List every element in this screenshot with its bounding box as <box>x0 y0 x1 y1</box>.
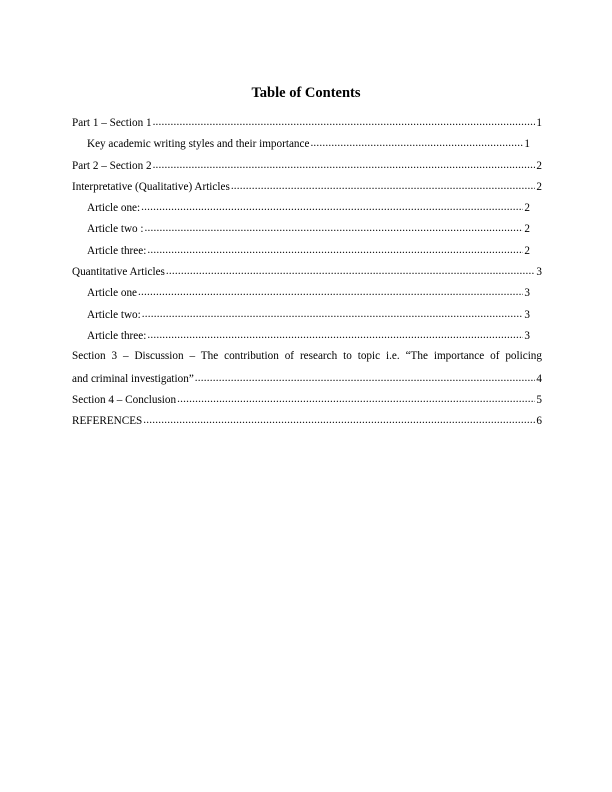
toc-entry-page: 6 <box>536 415 542 428</box>
dot-leader <box>141 197 523 211</box>
toc-entry-page: 2 <box>524 202 530 215</box>
toc-entry-part2-section2[interactable] <box>72 155 542 176</box>
dot-leader <box>153 155 536 169</box>
toc-entry-page: 1 <box>536 117 542 129</box>
toc-entry-label: REFERENCES <box>72 415 143 428</box>
toc-entry-label: Key academic writing styles and their importance <box>87 138 310 151</box>
toc-entry-page: 1 <box>524 138 530 151</box>
dot-leader <box>142 304 524 318</box>
dot-leader <box>195 368 536 382</box>
table-of-contents <box>72 112 542 431</box>
toc-entry-label: Section 4 – Conclusion <box>72 393 177 406</box>
toc-entry-label: Article one: <box>87 202 141 215</box>
toc-entry-quant-article-three[interactable] <box>72 325 542 346</box>
toc-entry-label: Part 2 – Section 2 <box>72 159 152 172</box>
dot-leader <box>145 218 524 232</box>
toc-entry-label: Article two : <box>87 223 144 236</box>
dot-leader <box>310 133 523 147</box>
toc-entry-label: Article one <box>87 287 138 300</box>
dot-leader <box>231 176 536 190</box>
toc-entry-label: Article three: <box>87 244 147 257</box>
toc-entry-page: 3 <box>524 308 530 321</box>
toc-entry-label: Article three: <box>87 329 147 342</box>
toc-entry-key-academic-writing[interactable] <box>72 133 542 154</box>
dot-leader <box>147 325 523 339</box>
toc-entry-page: 2 <box>536 159 542 172</box>
toc-entry-quant-article-one[interactable] <box>72 282 542 303</box>
toc-entry-page: 2 <box>536 180 542 193</box>
toc-entry-label: Interpretative (Qualitative) Articles <box>72 180 230 193</box>
toc-entry-label: Part 1 – Section 1 <box>72 117 152 129</box>
toc-entry-qual-article-two[interactable] <box>72 218 542 239</box>
toc-entry-line2 <box>72 368 542 389</box>
toc-entry-page: 3 <box>524 287 530 300</box>
toc-entry-qual-article-one[interactable] <box>72 197 542 218</box>
toc-entry-section3-discussion[interactable] <box>72 346 542 389</box>
dot-leader <box>153 112 536 126</box>
toc-entry-quantitative-articles[interactable] <box>72 261 542 282</box>
toc-entry-label-line1: Section 3 – Discussion – The contribution of research to topic i.e. “The importance of policing <box>72 350 542 363</box>
toc-entry-references[interactable] <box>72 410 542 431</box>
dot-leader <box>177 389 535 403</box>
toc-entry-page: 3 <box>536 266 542 279</box>
toc-entry-interpretative-articles[interactable] <box>72 176 542 197</box>
toc-entry-section4-conclusion[interactable] <box>72 389 542 410</box>
toc-entry-quant-article-two[interactable] <box>72 304 542 325</box>
toc-entry-page: 2 <box>524 223 530 236</box>
toc-entry-label-line2: and criminal investigation” <box>72 372 194 385</box>
dot-leader <box>143 410 535 424</box>
toc-entry-page: 4 <box>536 372 542 385</box>
toc-entry-qual-article-three[interactable] <box>72 240 542 261</box>
dot-leader <box>138 282 523 296</box>
toc-entry-label: Quantitative Articles <box>72 266 165 279</box>
toc-entry-page: 5 <box>536 393 542 406</box>
dot-leader <box>166 261 536 275</box>
toc-entry-part1-section1[interactable] <box>72 112 542 133</box>
toc-title: Table of Contents <box>251 85 361 101</box>
toc-entry-page: 3 <box>524 329 530 342</box>
toc-entry-label: Article two: <box>87 308 141 321</box>
dot-leader <box>147 240 523 254</box>
toc-entry-page: 2 <box>524 244 530 257</box>
